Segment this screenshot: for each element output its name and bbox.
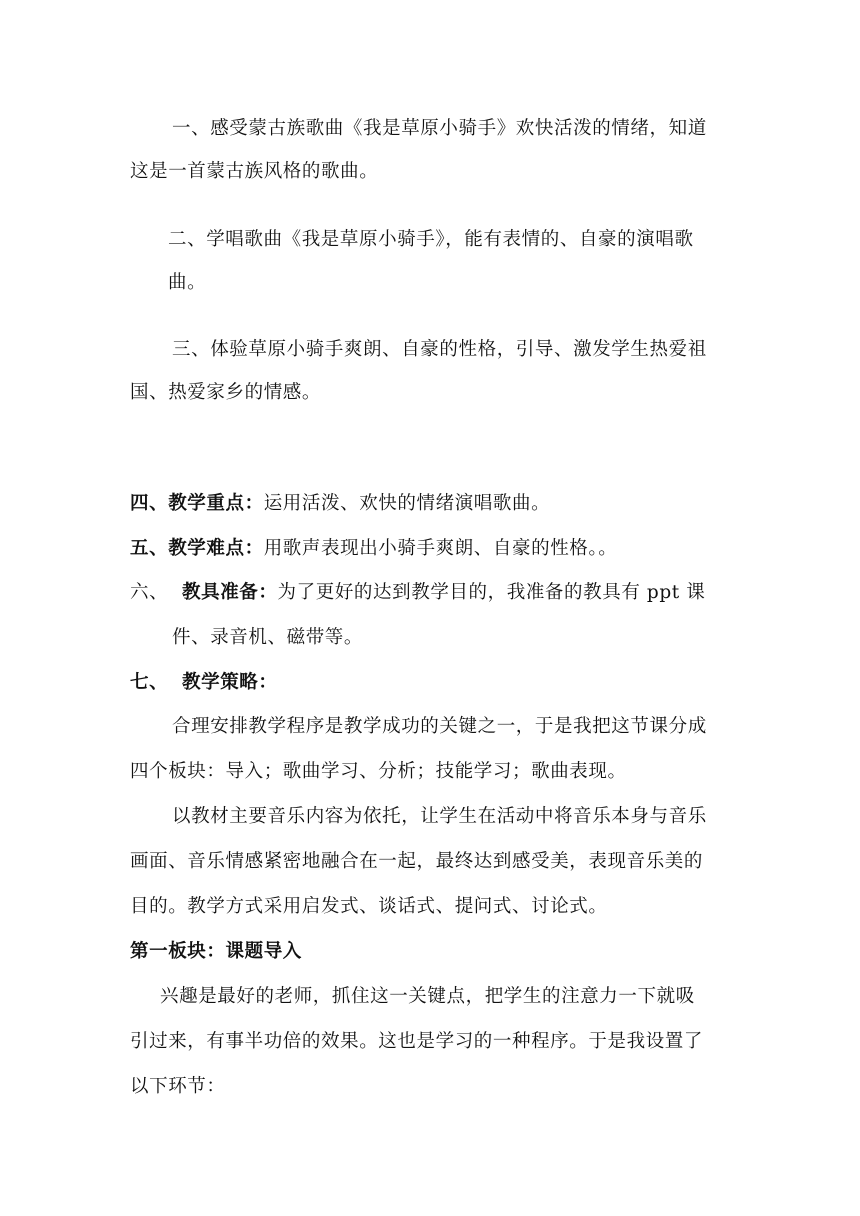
- objective-2-line-1: 二、学唱歌曲《我是草原小骑手》，能有表情的、自豪的演唱歌: [168, 229, 694, 250]
- preparation-line-1: [182, 581, 782, 605]
- difficulties-text: 用歌声表现出小骑手爽朗、自豪的性格。。: [263, 538, 618, 559]
- objective-1-line-2: 这是一首蒙古族风格的歌曲。: [130, 161, 379, 182]
- strategy-para2-line-1: 以教材主要音乐内容为依托，让学生在活动中将音乐本身与音乐: [172, 806, 707, 827]
- preparation-number: 六、: [130, 582, 169, 603]
- strategy-para2-line-2: 画面、音乐情感紧密地融合在一起，最终达到感受美，表现音乐美的: [130, 851, 704, 872]
- difficulties-label: 五、教学难点：: [130, 538, 264, 559]
- strategy-number: 七、: [130, 672, 169, 693]
- objective-2-line-2: 曲。: [168, 272, 207, 293]
- key-points-text: 运用活泼、欢快的情绪演唱歌曲。: [263, 493, 551, 514]
- difficulties: [130, 537, 730, 561]
- objective-3-line-2: 国、热爱家乡的情感。: [130, 382, 322, 403]
- key-points-label: 四、教学重点：: [130, 493, 264, 514]
- preparation-line-2: 件、录音机、磁带等。: [172, 627, 364, 648]
- strategy-heading: 教学策略：: [182, 672, 278, 693]
- objective-1-line-1: 一、感受蒙古族歌曲《我是草原小骑手》欢快活泼的情绪，知道: [172, 118, 707, 139]
- section1-line-2: 引过来，有事半功倍的效果。这也是学习的一种程序。于是我设置了: [130, 1031, 704, 1052]
- strategy-para1-line-1: 合理安排教学程序是教学成功的关键之一，于是我把这节课分成: [172, 716, 707, 737]
- section1-line-1: 兴趣是最好的老师，抓住这一关键点，把学生的注意力一下就吸: [160, 986, 695, 1007]
- section1-line-3: 以下环节：: [130, 1076, 226, 1097]
- section1-heading: 第一板块：课题导入: [130, 941, 302, 962]
- key-points: [130, 492, 730, 516]
- strategy-para1-line-2: 四个板块：导入；歌曲学习、分析；技能学习；歌曲表现。: [130, 761, 627, 782]
- strategy-para2-line-3: 目的。教学方式采用启发式、谈话式、提问式、讨论式。: [130, 896, 608, 917]
- preparation-label: 教具准备：: [182, 582, 278, 603]
- objective-3-line-1: 三、体验草原小骑手爽朗、自豪的性格，引导、激发学生热爱祖: [172, 339, 707, 360]
- preparation-text-1: 为了更好的达到教学目的，我准备的教具有 ppt 课: [277, 582, 706, 603]
